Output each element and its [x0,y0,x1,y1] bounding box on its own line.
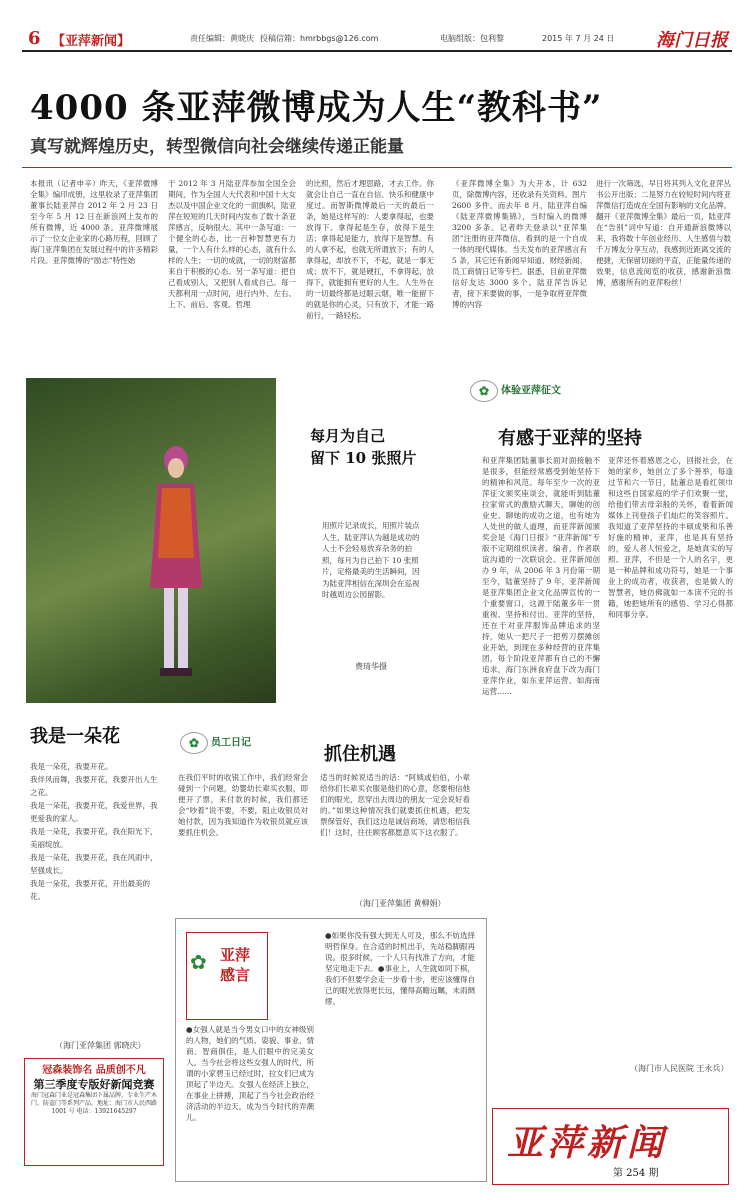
page-header [22,24,732,52]
yaping-words-column-1: ●女强人就是当今男女口中的女神级别的人物，她们的气质、姿貌、事业、情商、智商俱佳，是人们眼中的完美女人。当今社会将这些女强人的时代，所谓的小家碧玉已经过时，拉女们已成为顶起了半边天。女强人在经济上独立，在事业上拼搏，顶起了当今社会政治经济活动的半边天，成为当今时代的弄潮儿。 [186,1025,314,1122]
diary-column-2: 适当的时候说适当的话：“阿姨或伯伯，小辈给你们长辈买衣服是他们的心意，您要相信他们的眼光，您穿出去周边的朋友一定会说好看的。”如果这种情况我们就要抓住机遇，把发票保管好，我们这边是诚信商场，请您相信我们！这时，往往顾客都愿意买下这衣服了。 [320,773,470,837]
yaping-words-label [220,945,250,985]
diary-signature: （海门亚萍集团 黄柳娟） [355,899,446,908]
poem-line: 我是一朵花，我要开花。 [30,762,113,771]
diary-title: 抓住机遇 [324,744,396,765]
yaping-words-column-2: ●如果你没有强大到无人可及，那么不妨选择明哲保身。在合适的时机出手，先站稳脚跟再说。很多时候，一个人只有找准了方向，才能坚定地走下去。●事业上，人生就如同下棋，我们不但要学会走一步看十步，更应该懂得自己的眼光放得更长远，懂得高瞻远瞩，未雨绸缪。 [325,931,475,1006]
intro-column-4: 《亚萍微博全集》为大开本，计 632 页，除微博内容，还收录有关资料、图片 2600 多件。而去年 8 月，陆亚萍自编《陆亚萍微博集锦》，当时编入的微博 3200 多条。记者昨天登录以“亚萍集团”注册的亚萍微信，看到的是一个自成一体的现代媒体。当天发布的亚萍感言有 5 条，其它还有新闻早知道、财经新闻、员工商情日记等专栏。据悉，目前亚萍微信好友达 3000 多个。陆亚萍告诉记者，接下来要做的事，一是争取将亚萍微博的内容 [452,179,587,309]
masthead [492,1108,729,1185]
diary-tag-label: 员工日记 [211,737,251,749]
poem-body [30,760,160,903]
layout-credit: 电脑组版：包利黎 [440,34,504,43]
person-figure [146,438,206,688]
section-name: 【亚萍新闻】 [52,34,131,49]
flower-icon: ✿ [470,380,498,402]
diary-tag [180,732,251,754]
ad-body: 海门冠森门业是冠森集团下属品牌，专业生产木门、防盗门等系列产品。地址：海门市人民西路 1001 号 电话：13921645297 [30,1092,157,1115]
subheadline: 真写就辉煌历史，转型微信向社会继续传递正能量 [30,137,404,157]
feature-tag-label: 体验亚萍征文 [501,385,561,397]
masthead-issue: 第 254 期 [613,1168,659,1179]
editor-credit: 责任编辑：黄晓庆 [190,34,254,43]
masthead-title: 亚萍新闻 [507,1122,668,1164]
feature-title: 有感于亚萍的坚持 [498,428,642,449]
page-number: 6 [28,28,41,49]
feature-tag [470,380,561,402]
photo-title-line-2: 留下 10 张照片 [310,449,417,467]
yaping-words-label-2: 感言 [220,966,251,984]
advertisement [24,1058,164,1166]
divider [22,167,732,168]
poem-line: 我是一朵花，我要开花，我在阳光下，美丽绽放。 [30,827,158,849]
photo-credit: 费琦华摄 [355,662,387,671]
poem-line: 我是一朵花，我要开花，开出最美的花。 [30,879,150,901]
ad-title: 第三季度专版好新闻竞赛 [33,1078,155,1091]
poem-line: 我伴风而舞，我要开花，我要开出人生之花。 [30,775,158,797]
portrait-photo [26,378,276,703]
feature-column-1: 和亚萍集团陆董事长面对面接触不是很多，但能经常感受到她坚持下的精神和风范。每年至少一次的亚萍征文颁奖座谈会，就能听到陆董拉家常式的激励式聊天，聊她的创业史、聊她的成功之道，也有她为人处世的做人道理，而亚萍新闻颁奖会是《海门日报》“亚萍新闻”专版不定期组织读者、编者、作者联谊沟通的一次联谊会。亚萍新闻创办 9 年，从 2006 年 3 月份第一期至今，陆董坚持了 9 年，亚萍新闻是亚萍集团企业文化品牌宣传的一个重要窗口，这源于陆董多年一贯重视、坚持和付出。亚萍的坚持，还在于对亚萍服饰品牌追求的坚持，她从一把尺子一把剪刀摆摊创业开始，到现在多种经营的亚萍集团，每个阶段亚萍都有自己的不懈追求，海门东洲食府盘下改为海门亚萍作业，如东亚萍运营、如海南运营…… [482,456,600,696]
newspaper-brand: 海门日报 [656,30,728,51]
poem-title: 我是一朵花 [30,726,120,747]
poem-line: 我是一朵花，我要开花，我爱世界，我更爱我的家人。 [30,801,158,823]
intro-column-2: 于 2012 年 3 月陆亚萍参加全国全会期间，作为全国人大代表和中国十大女杰以及中国企业文化的一面旗帜，陆亚萍在短短的几天时间内发布了数十条亚萍感言，反响很大。其中一条写道：一个健全的心态，比一百种智慧更有力量，一个人有什么样的心态，就有什么样的人生；一切的成就，一切的财富都来自于积极的心态。另一条写道：把自己看成别人，又把别人看成自己。每一天都利用一点时间，进行内外、左右、上下、前后、客观、哲理 [168,179,296,309]
photo-caption: 用照片记录成长，用照片装点人生，陆亚萍认为越是成功的人士不会轻易放弃杂务的拍照，每月为自己拍下 10 张照片，定格最美的生活瞬间，因为陆亚萍相信在深圳会在巡视时越周边公园留影。 [322,521,420,599]
flower-icon: ✿ [180,732,208,754]
photo-title-line-1: 每月为自己 [310,427,386,445]
intro-column-1: 本报讯（记者申辛）昨天，《亚萍微博全集》编印成册，这里收录了亚萍集团董事长陆亚萍自 2012 年 2 月 23 日至今年 5 月 12 日在新浪网上发布的所有微博，近 4000 条。亚萍微博展示了一位女企业家的心路历程，回顾了海门亚萍集团在发展过程中的许多精彩片段。亚萍微博的“励志”特性始 [30,179,158,265]
headline: 4000 条亚萍微博成为人生“教科书” [30,88,603,128]
yaping-words-label-1: 亚萍 [220,946,251,964]
submission-email: 投稿信箱：hmrbbgs@126.com [260,34,379,43]
issue-date: 2015 年 7 月 24 日 [542,34,615,43]
intro-column-5: 进行一次筛选，早日将其列入文化亚萍丛书公开出版；二是努力在较短时间内将亚萍微信打造成在全国有影响的文化品牌。翻开《亚萍微博全集》最后一页，陆亚萍在“告别”词中写道：自开通新浪微博以来，我将数十年创业经历、人生感悟与数千万博友分享互动，我感到近距离交流的便捷，无保留切磋的平直，正能量传递的效果，信息流阅览的收获，感谢新浪微博，感谢所有的亚萍粉丝！ [596,179,731,287]
poem-line: 我是一朵花，我要开花，我在风雨中，坚强成长。 [30,853,158,875]
feature-column-2: 亚萍还怀着感恩之心，回报社会，在她的家乡，她创立了多个善举，每逢过节和六一节日，陆董总是看红领巾和这些自国家庭的学子们欢聚一堂，给他们带去母亲般的关怀，看着新闻媒体上刊登孩子们灿烂的笑容照片。我知道了亚萍坚持的丰硕成果和乐善好施的精神，亚萍，也是具有坚持的，爱人者人恒爱之，是她真实的写照。亚萍，不但是一个人的名字，更是一种品牌和成功符号，她是一个事业上的成功者，收获者，也是做人的智慧者，她仿佛就如一本读不完的书籍，她把她所有的感悟、学习心得都和同事分享。 [608,456,733,619]
intro-column-3: 的比照，然后才理思路，才去工作。你就会让自己一直在自信、快乐和健康中度过。而智斯微博最后一天的最后一条，她是这样写的：人要拿得起，也要放得下。拿得起是生存，放得下是生活；拿得起是能力，放得下是智慧。有的人拿不起，也就无所谓放下；有的人拿得起，却放不下，不起，就是一事无成；放不下，就是硬扛，不拿得起，放得下，就能拥有更好的人生。人生外在的一切最终都是过眼云烟，唯一能留下的就是你的心灵，只有放下，才能一路前行，一路轻松。 [306,179,434,320]
feature-signature: （海门市人民医院 王永兵） [630,1064,729,1073]
poem-signature: （海门亚萍集团 郭晓庆） [55,1041,146,1050]
photo-title [310,425,416,469]
ad-slogan: 冠森装饰名 品质创不凡 [42,1065,146,1076]
flower-icon: ✿ [190,950,207,974]
diary-column-1: 在我们平时的收银工作中，我们经常会碰到一个问题，幼婴幼长辈买衣服，即便开了票，来付款的时候，我们都还会“吵着”说不要，不要，阻止收银员对她付款，因为我知道作为收银员就应该要抓住机会。 [178,773,308,837]
